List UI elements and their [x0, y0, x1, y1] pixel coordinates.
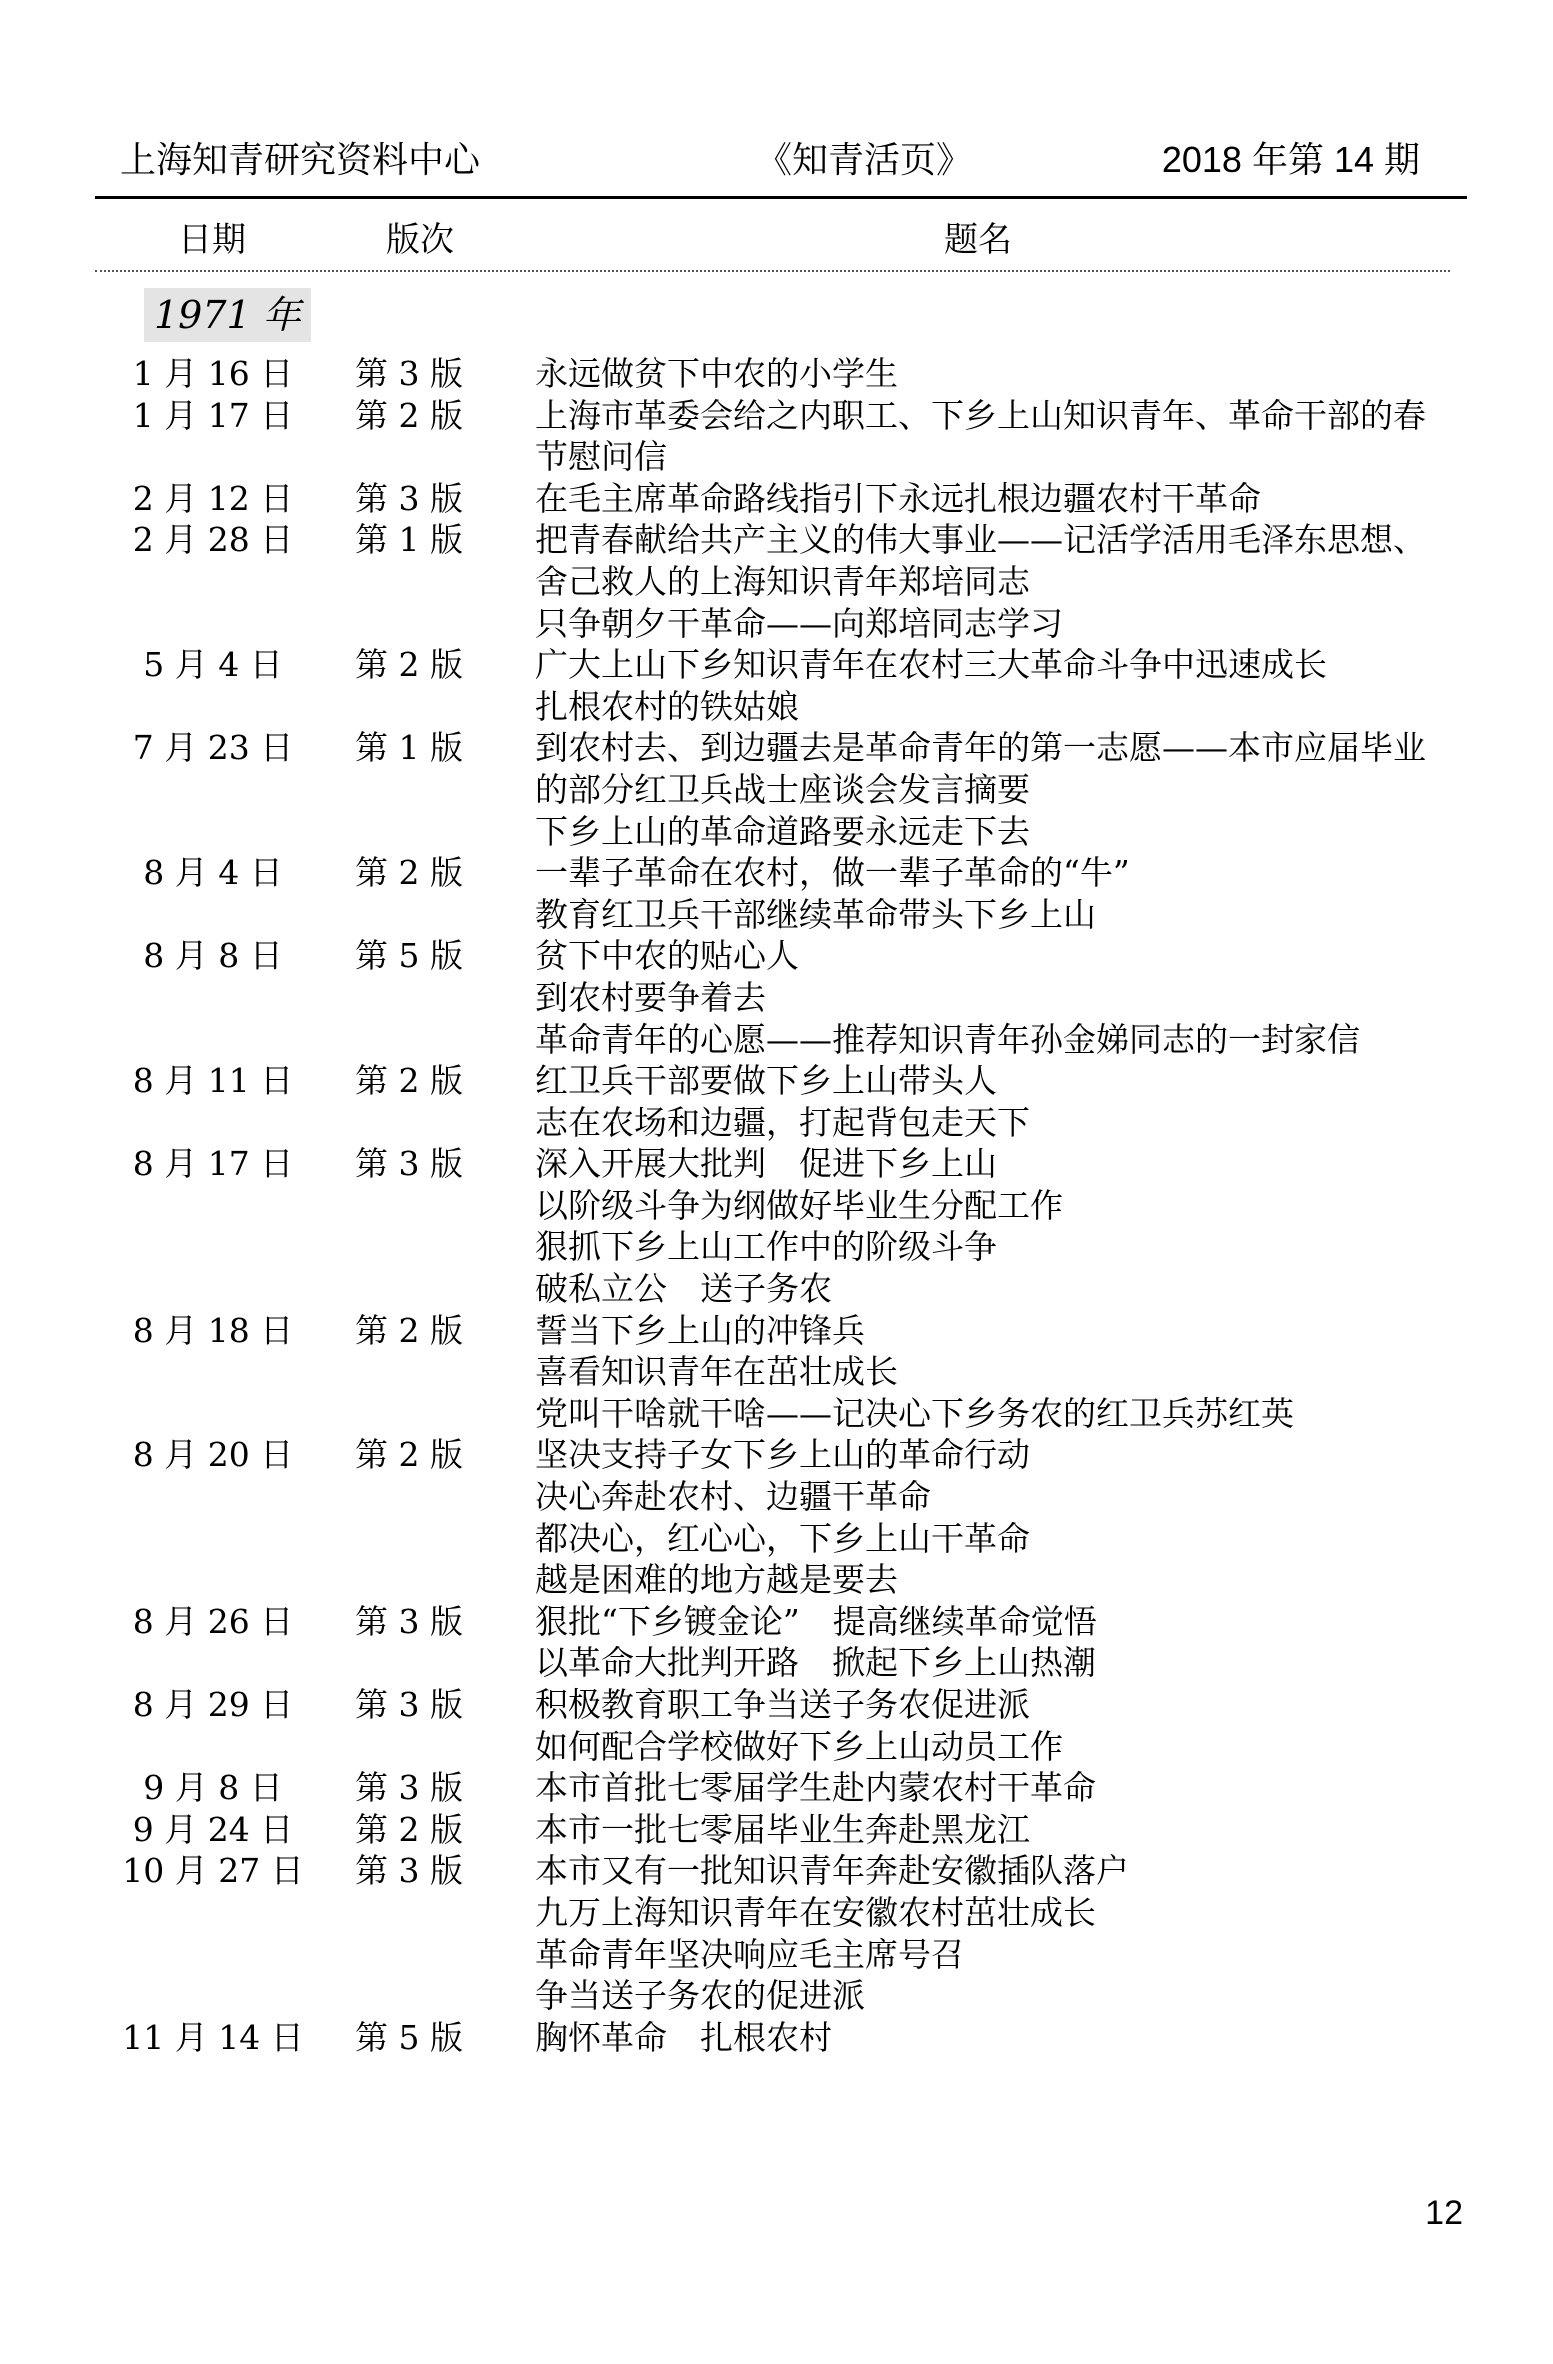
entry-date: 1 月 16 日 — [132, 354, 294, 393]
entry-title: 争当送子务农的促进派 — [535, 1976, 865, 2016]
entry-page: 第 3 版 — [355, 1601, 463, 1641]
entry-title: 一辈子革命在农村，做一辈子革命的“牛” — [535, 853, 1130, 893]
entry-page: 第 2 版 — [355, 645, 463, 685]
entry-titles — [535, 852, 1440, 935]
table-row — [0, 478, 1553, 520]
table-row — [0, 1060, 1553, 1143]
header-divider — [95, 196, 1467, 199]
entry-title: 只争朝夕干革命——向郑培同志学习 — [535, 603, 1063, 643]
entry-title: 在毛主席革命路线指引下永远扎根边疆农村干革命 — [535, 478, 1261, 518]
table-row — [0, 1601, 1553, 1684]
entry-date: 10 月 27 日 — [122, 1851, 304, 1891]
entry-page: 第 3 版 — [355, 478, 463, 518]
entry-title: 破私立公 送子务农 — [535, 1269, 832, 1309]
entry-page: 第 3 版 — [355, 1851, 463, 1891]
table-row — [0, 1767, 1553, 1809]
entry-page: 第 2 版 — [355, 853, 463, 893]
page-number: 12 — [1425, 2194, 1463, 2232]
entry-titles — [535, 519, 1440, 644]
entry-title: 狠抓下乡上山工作中的阶级斗争 — [535, 1227, 997, 1267]
entry-title: 九万上海知识青年在安徽农村茁壮成长 — [535, 1892, 1096, 1932]
entry-date: 8 月 8 日 — [143, 936, 283, 976]
article-index-table — [0, 353, 1553, 2058]
entry-date: 8 月 26 日 — [132, 1601, 294, 1641]
entry-title: 如何配合学校做好下乡上山动员工作 — [535, 1726, 1063, 1766]
entry-titles — [535, 1684, 1440, 1767]
entry-title: 都决心，红心心，下乡上山干革命 — [535, 1518, 1030, 1558]
table-row — [0, 519, 1553, 644]
table-row — [0, 1809, 1553, 1851]
entry-titles — [535, 935, 1440, 1060]
entry-date: 1 月 17 日 — [132, 395, 294, 435]
entry-title: 志在农场和边疆，打起背包走天下 — [535, 1102, 1030, 1142]
entry-page: 第 2 版 — [355, 1809, 463, 1849]
entry-title: 积极教育职工争当送子务农促进派 — [535, 1685, 1030, 1724]
entry-titles — [535, 395, 1440, 478]
entry-page: 第 1 版 — [355, 520, 463, 560]
entry-title: 广大上山下乡知识青年在农村三大革命斗争中迅速成长 — [535, 645, 1327, 685]
page-header — [120, 132, 1420, 192]
entry-page: 第 3 版 — [355, 354, 463, 393]
entry-titles — [535, 1850, 1440, 2016]
table-row — [0, 1143, 1553, 1309]
entry-titles — [535, 727, 1440, 852]
entry-title: 教育红卫兵干部继续革命带头下乡上山 — [535, 894, 1096, 934]
entry-title: 本市首批七零届学生赴内蒙农村干革命 — [535, 1768, 1096, 1808]
table-row — [0, 1684, 1553, 1767]
table-row — [0, 644, 1553, 727]
entry-titles — [535, 1434, 1440, 1600]
entry-titles — [535, 1767, 1440, 1809]
table-row — [0, 395, 1553, 478]
entry-title: 上海市革委会给之内职工、下乡上山知识青年、革命干部的春节慰问信 — [535, 395, 1426, 477]
entry-page: 第 1 版 — [355, 728, 463, 768]
entry-date: 8 月 4 日 — [143, 853, 283, 893]
entry-titles — [535, 353, 1440, 395]
column-header-divider — [95, 270, 1450, 272]
entry-title: 胸怀革命 扎根农村 — [535, 2017, 832, 2057]
entry-title: 本市一批七零届毕业生奔赴黑龙江 — [535, 1809, 1030, 1849]
entry-title: 扎根农村的铁姑娘 — [535, 686, 799, 726]
entry-title: 越是困难的地方越是要去 — [535, 1560, 898, 1600]
column-header-title: 题名 — [944, 220, 1012, 260]
entry-titles — [535, 1143, 1440, 1309]
entry-title: 以革命大批判开路 掀起下乡上山热潮 — [535, 1643, 1096, 1683]
table-row — [0, 2017, 1553, 2059]
entry-title: 把青春献给共产主义的伟大事业——记活学活用毛泽东思想、舍己救人的上海知识青年郑培同志 — [535, 520, 1426, 601]
entry-date: 9 月 24 日 — [132, 1809, 294, 1849]
entry-titles — [535, 478, 1440, 520]
entry-titles — [535, 1310, 1440, 1435]
entry-titles — [535, 1809, 1440, 1851]
entry-title: 喜看知识青年在茁壮成长 — [535, 1352, 898, 1392]
table-row — [0, 353, 1553, 395]
entry-title: 革命青年坚决响应毛主席号召 — [535, 1934, 964, 1974]
entry-page: 第 3 版 — [355, 1144, 463, 1184]
entry-titles — [535, 644, 1440, 727]
table-row — [0, 1850, 1553, 2016]
entry-page: 第 3 版 — [355, 1685, 463, 1724]
header-publisher: 上海知青研究资料中心 — [120, 139, 481, 180]
entry-title: 本市又有一批知识青年奔赴安徽插队落户 — [535, 1851, 1129, 1891]
header-publication: 《知青活页》 — [756, 139, 973, 180]
entry-title: 贫下中农的贴心人 — [535, 936, 799, 976]
table-row — [0, 935, 1553, 1060]
entry-page: 第 2 版 — [355, 1310, 463, 1350]
entry-page: 第 5 版 — [355, 936, 463, 976]
entry-date: 8 月 11 日 — [132, 1061, 294, 1101]
entry-title: 到农村要争着去 — [535, 977, 766, 1017]
entry-page: 第 2 版 — [355, 395, 463, 435]
entry-date: 8 月 29 日 — [132, 1685, 294, 1724]
column-header-date: 日期 — [178, 220, 246, 260]
entry-title: 党叫干啥就干啥——记决心下乡务农的红卫兵苏红英 — [535, 1393, 1294, 1433]
entry-title: 革命青年的心愿——推荐知识青年孙金娣同志的一封家信 — [535, 1019, 1360, 1059]
entry-title: 以阶级斗争为纲做好毕业生分配工作 — [535, 1185, 1063, 1225]
table-row — [0, 1310, 1553, 1435]
entry-titles — [535, 2017, 1440, 2059]
entry-title: 坚决支持子女下乡上山的革命行动 — [535, 1435, 1030, 1475]
entry-date: 8 月 18 日 — [132, 1310, 294, 1350]
entry-title: 决心奔赴农村、边疆干革命 — [535, 1477, 931, 1517]
entry-titles — [535, 1601, 1440, 1684]
entry-date: 8 月 17 日 — [132, 1144, 294, 1184]
entry-page: 第 5 版 — [355, 2017, 463, 2057]
entry-date: 8 月 20 日 — [132, 1435, 294, 1475]
table-row — [0, 1434, 1553, 1600]
entry-page: 第 3 版 — [355, 1768, 463, 1808]
entry-title: 到农村去、到边疆去是革命青年的第一志愿——本市应届毕业的部分红卫兵战士座谈会发言摘要 — [535, 728, 1426, 809]
entry-date: 11 月 14 日 — [122, 2017, 304, 2057]
entry-date: 2 月 28 日 — [132, 520, 294, 560]
entry-date: 5 月 4 日 — [143, 645, 283, 685]
entry-title: 永远做贫下中农的小学生 — [535, 354, 898, 393]
column-header-page: 版次 — [386, 220, 454, 260]
entry-date: 2 月 12 日 — [132, 478, 294, 518]
entry-page: 第 2 版 — [355, 1061, 463, 1101]
entry-title: 誓当下乡上山的冲锋兵 — [535, 1310, 865, 1350]
entry-date: 9 月 8 日 — [143, 1768, 283, 1808]
year-label: 1971 年 — [144, 288, 311, 342]
entry-titles — [535, 1060, 1440, 1143]
entry-title: 深入开展大批判 促进下乡上山 — [535, 1144, 997, 1184]
entry-title: 红卫兵干部要做下乡上山带头人 — [535, 1061, 997, 1101]
header-issue: 2018 年第 14 期 — [1161, 139, 1420, 180]
table-row — [0, 852, 1553, 935]
entry-title: 狠批“下乡镀金论” 提高继续革命觉悟 — [535, 1601, 1097, 1641]
entry-title: 下乡上山的革命道路要永远走下去 — [535, 811, 1030, 851]
entry-date: 7 月 23 日 — [132, 728, 294, 768]
entry-page: 第 2 版 — [355, 1435, 463, 1475]
table-row — [0, 727, 1553, 852]
